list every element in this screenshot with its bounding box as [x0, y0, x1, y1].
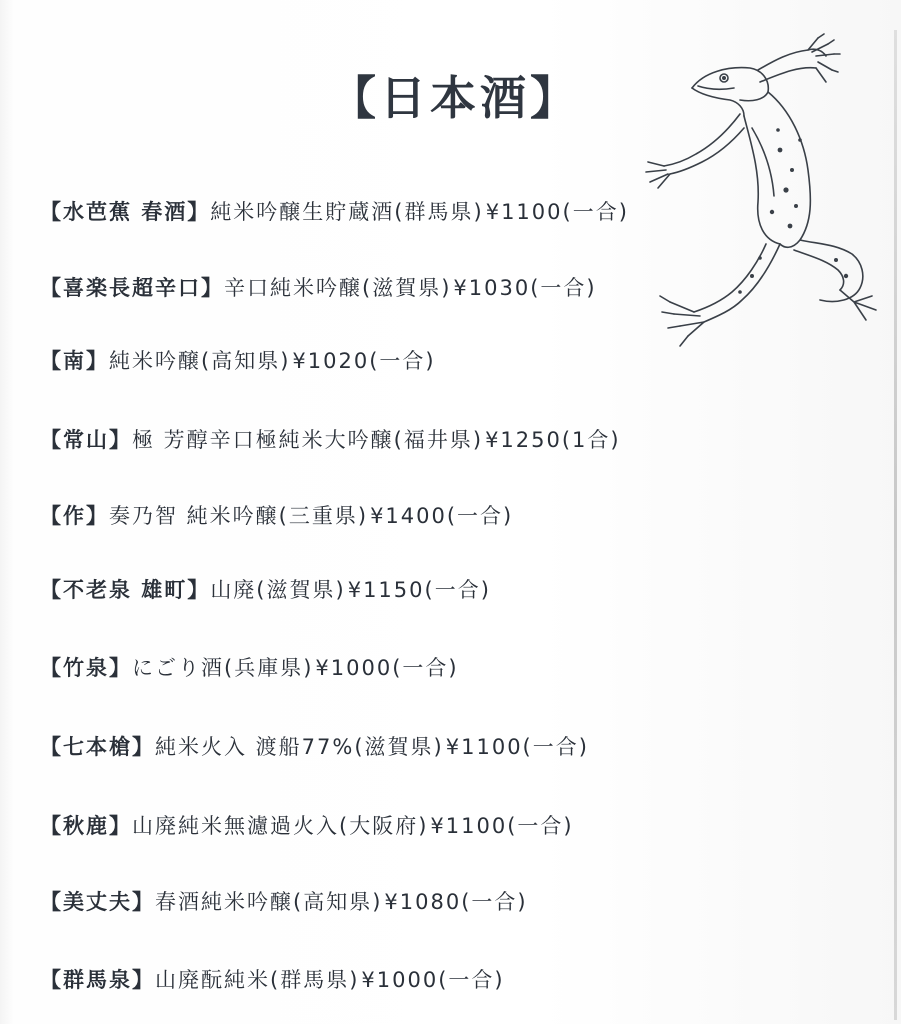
item-name: 【七本槍】 — [40, 735, 155, 759]
paper-edge — [894, 30, 897, 1020]
item-desc: 山廃純米無濾過火入(大阪府) — [132, 814, 429, 838]
menu-item-akishika — [40, 810, 574, 840]
item-price: ¥1150(一合) — [347, 578, 491, 602]
item-price: ¥1100(一合) — [430, 814, 574, 838]
menu-title: 【日本酒】 — [330, 71, 580, 125]
menu-item-bijofu — [40, 886, 528, 916]
item-price: ¥1080(一合) — [384, 890, 528, 914]
menu-item-kirakucho — [40, 272, 597, 302]
menu-item-jozan — [40, 424, 621, 454]
menu-item-mizubasho — [40, 196, 629, 226]
menu-item-zaku — [40, 500, 513, 530]
item-desc: 純米火入 渡船77%(滋賀県) — [155, 735, 444, 759]
item-price: ¥1100(一合) — [485, 200, 629, 224]
menu-item-shichihonyari — [40, 731, 589, 761]
item-price: ¥1020(一合) — [292, 349, 436, 373]
menu-item-minami — [40, 345, 436, 375]
frog-illustration-icon — [640, 30, 890, 360]
item-desc: 極 芳醇辛口極純米大吟醸(福井県) — [132, 428, 484, 452]
item-price: ¥1030(一合) — [453, 276, 597, 300]
item-name: 【秋鹿】 — [40, 814, 132, 838]
item-name: 【竹泉】 — [40, 656, 132, 680]
menu-item-furosen — [40, 574, 491, 604]
menu-item-chikusen — [40, 652, 459, 682]
item-name: 【作】 — [40, 504, 109, 528]
item-desc: 山廃酛純米(群馬県) — [155, 968, 360, 992]
item-desc: 山廃(滋賀県) — [210, 578, 346, 602]
item-desc: 純米吟醸(高知県) — [109, 349, 291, 373]
item-desc: 奏乃智 純米吟醸(三重県) — [109, 504, 369, 528]
item-name: 【喜楽長超辛口】 — [40, 276, 224, 300]
item-name: 【常山】 — [40, 428, 132, 452]
item-name: 【美丈夫】 — [40, 890, 155, 914]
item-desc: にごり酒(兵庫県) — [132, 656, 314, 680]
item-price: ¥1000(一合) — [315, 656, 459, 680]
item-price: ¥1250(1合) — [485, 428, 621, 452]
item-price: ¥1400(一合) — [370, 504, 514, 528]
item-name: 【不老泉 雄町】 — [40, 578, 211, 602]
item-desc: 辛口純米吟醸(滋賀県) — [224, 276, 452, 300]
item-desc: 春酒純米吟醸(高知県) — [155, 890, 383, 914]
item-price: ¥1000(一合) — [361, 968, 505, 992]
item-name: 【南】 — [40, 349, 109, 373]
menu-item-gunmaizumi — [40, 964, 505, 994]
item-name: 【群馬泉】 — [40, 968, 155, 992]
item-name: 【水芭蕉 春酒】 — [40, 200, 211, 224]
item-desc: 純米吟醸生貯蔵酒(群馬県) — [210, 200, 484, 224]
item-price: ¥1100(一合) — [445, 735, 589, 759]
